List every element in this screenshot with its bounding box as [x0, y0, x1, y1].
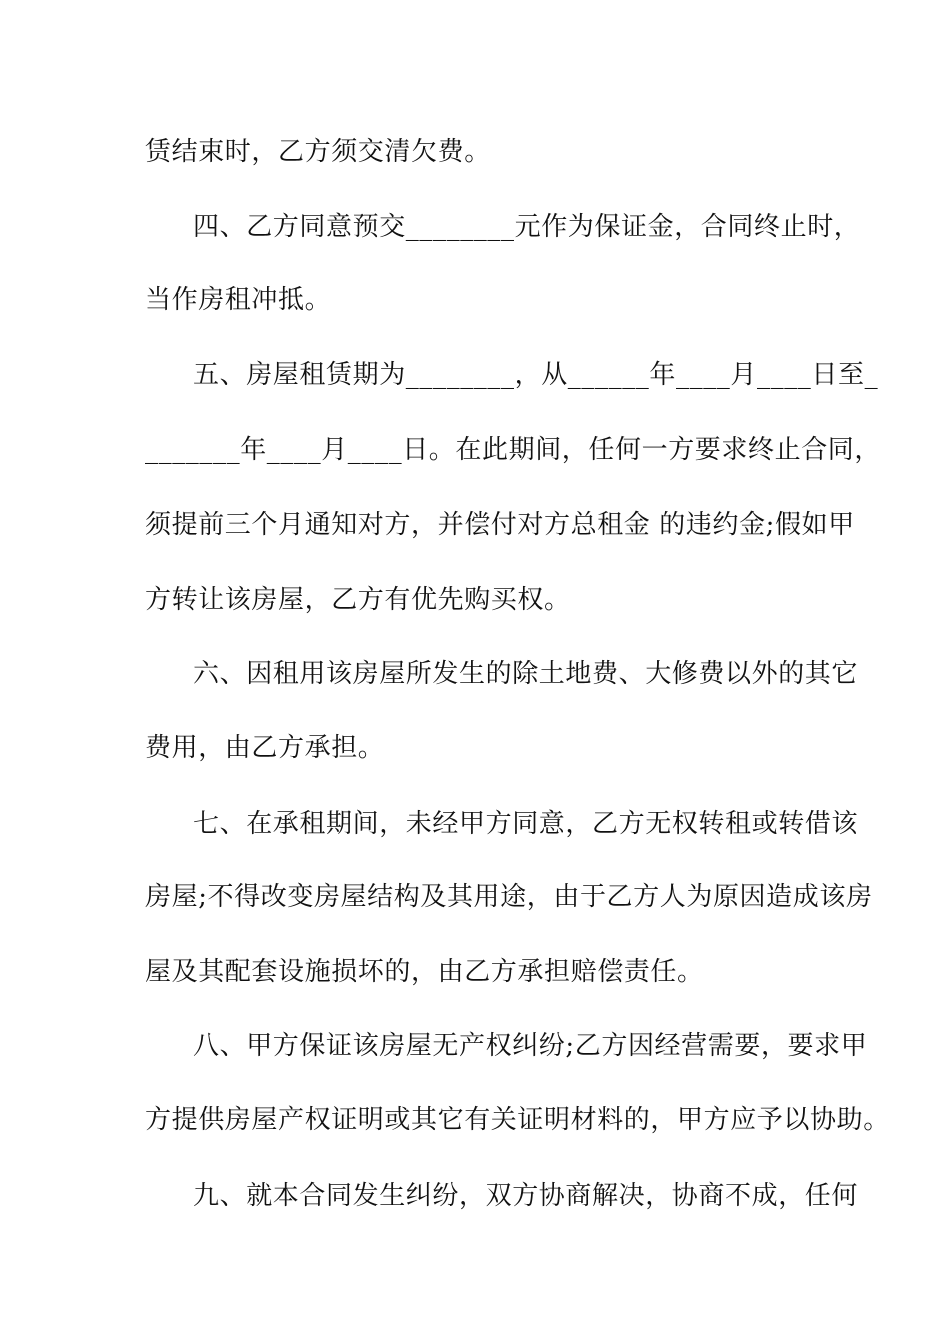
- clause-7-line-1: 七、在承租期间，未经甲方同意，乙方无权转租或转借该: [193, 809, 859, 839]
- text-line: _______年____月____日。在此期间，任何一方要求终止合同，: [145, 435, 882, 465]
- text-line: 方提供房屋产权证明或其它有关证明材料的，甲方应予以协助。: [145, 1105, 890, 1135]
- text-line: 费用，由乙方承担。: [145, 733, 385, 763]
- text-line: 须提前三个月通知对方，并偿付对方总租金 的违约金;假如甲: [145, 510, 855, 540]
- clause-4-line-1: 四、乙方同意预交________元作为保证金，合同终止时，: [193, 212, 861, 242]
- text-line: 赁结束时，乙方须交清欠费。: [145, 137, 491, 167]
- clause-8-line-1: 八、甲方保证该房屋无产权纠纷;乙方因经营需要，要求甲: [193, 1031, 868, 1061]
- clause-6-line-1: 六、因租用该房屋所发生的除土地费、大修费以外的其它: [193, 659, 859, 689]
- clause-5-line-1: 五、房屋租赁期为________，从______年____月____日至_: [193, 360, 879, 390]
- text-line: 房屋;不得改变房屋结构及其用途，由于乙方人为原因造成该房: [145, 882, 873, 912]
- text-line: 方转让该房屋，乙方有优先购买权。: [145, 585, 571, 615]
- clause-9-line-1: 九、就本合同发生纠纷，双方协商解决，协商不成，任何: [193, 1181, 859, 1211]
- text-line: 当作房租冲抵。: [145, 285, 332, 315]
- text-line: 屋及其配套设施损坏的，由乙方承担赔偿责任。: [145, 957, 704, 987]
